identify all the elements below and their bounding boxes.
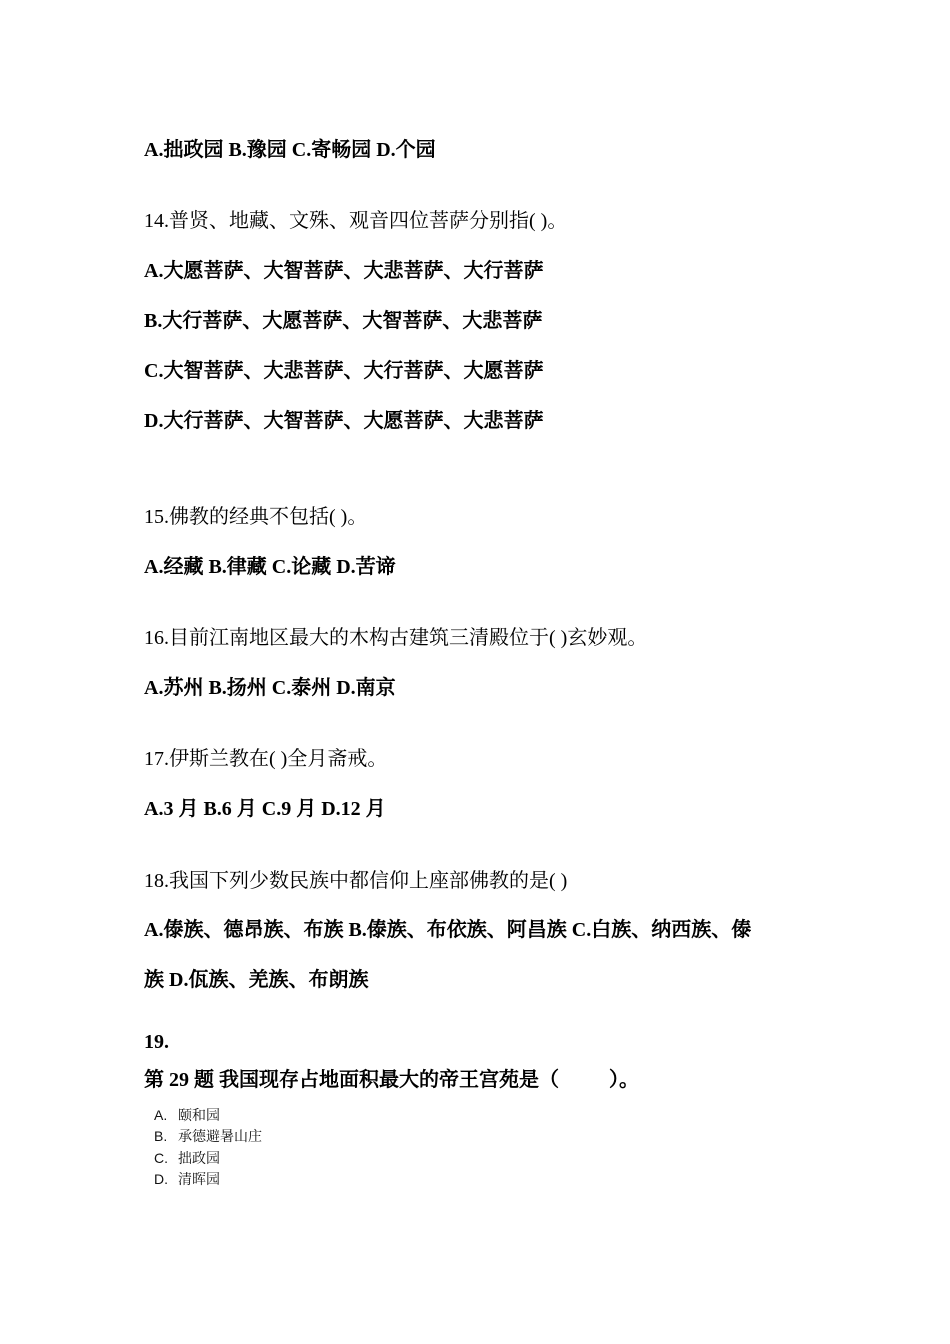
q18-options-line2: 族 D.佤族、羌族、布朗族 [144,969,369,991]
q17-stem: 17.伊斯兰教在( )全月斋戒。 [144,748,388,770]
q19-option-text: 承德避暑山庄 [178,1129,262,1145]
q19-title [144,1068,639,1092]
q16-stem: 16.目前江南地区最大的木构古建筑三清殿位于( )玄妙观。 [144,627,648,649]
q19-title-before: 第 29 题 我国现存占地面积最大的帝王宫苑是（ [144,1069,559,1091]
q19-option-text: 颐和园 [178,1108,220,1124]
q15-stem: 15.佛教的经典不包括( )。 [144,506,368,528]
q19-option-text: 清晖园 [178,1172,220,1188]
q19-number: 19. [144,1031,169,1053]
q19-option-text: 拙政园 [178,1151,220,1167]
q19-option-letter: A. [154,1107,168,1123]
q18-stem: 18.我国下列少数民族中都信仰上座部佛教的是( ) [144,870,568,892]
q14-option-c: C.大智菩萨、大悲菩萨、大行菩萨、大愿菩萨 [144,360,544,382]
q19-option-a [154,1106,220,1125]
q19-option-letter: B. [154,1128,168,1144]
q14-option-b: B.大行菩萨、大愿菩萨、大智菩萨、大悲菩萨 [144,310,543,332]
q19-option-letter: D. [154,1171,168,1187]
q19-option-c [154,1149,220,1168]
q14-option-a: A.大愿菩萨、大智菩萨、大悲菩萨、大行菩萨 [144,260,544,282]
q15-options: A.经藏 B.律藏 C.论藏 D.苦谛 [144,556,396,578]
q18-options-line1: A.傣族、德昂族、布族 B.傣族、布依族、阿昌族 C.白族、纳西族、傣 [144,919,752,941]
q13-options: A.拙政园 B.豫园 C.寄畅园 D.个园 [144,139,436,161]
q19-title-after: ）。 [609,1069,639,1091]
q17-options: A.3 月 B.6 月 C.9 月 D.12 月 [144,798,386,820]
q14-option-d: D.大行菩萨、大智菩萨、大愿菩萨、大悲菩萨 [144,410,544,432]
q19-option-b [154,1127,262,1146]
q16-options: A.苏州 B.扬州 C.泰州 D.南京 [144,677,396,699]
q19-option-letter: C. [154,1150,168,1166]
q14-stem: 14.普贤、地藏、文殊、观音四位菩萨分别指( )。 [144,210,568,232]
q19-option-d [154,1170,220,1189]
